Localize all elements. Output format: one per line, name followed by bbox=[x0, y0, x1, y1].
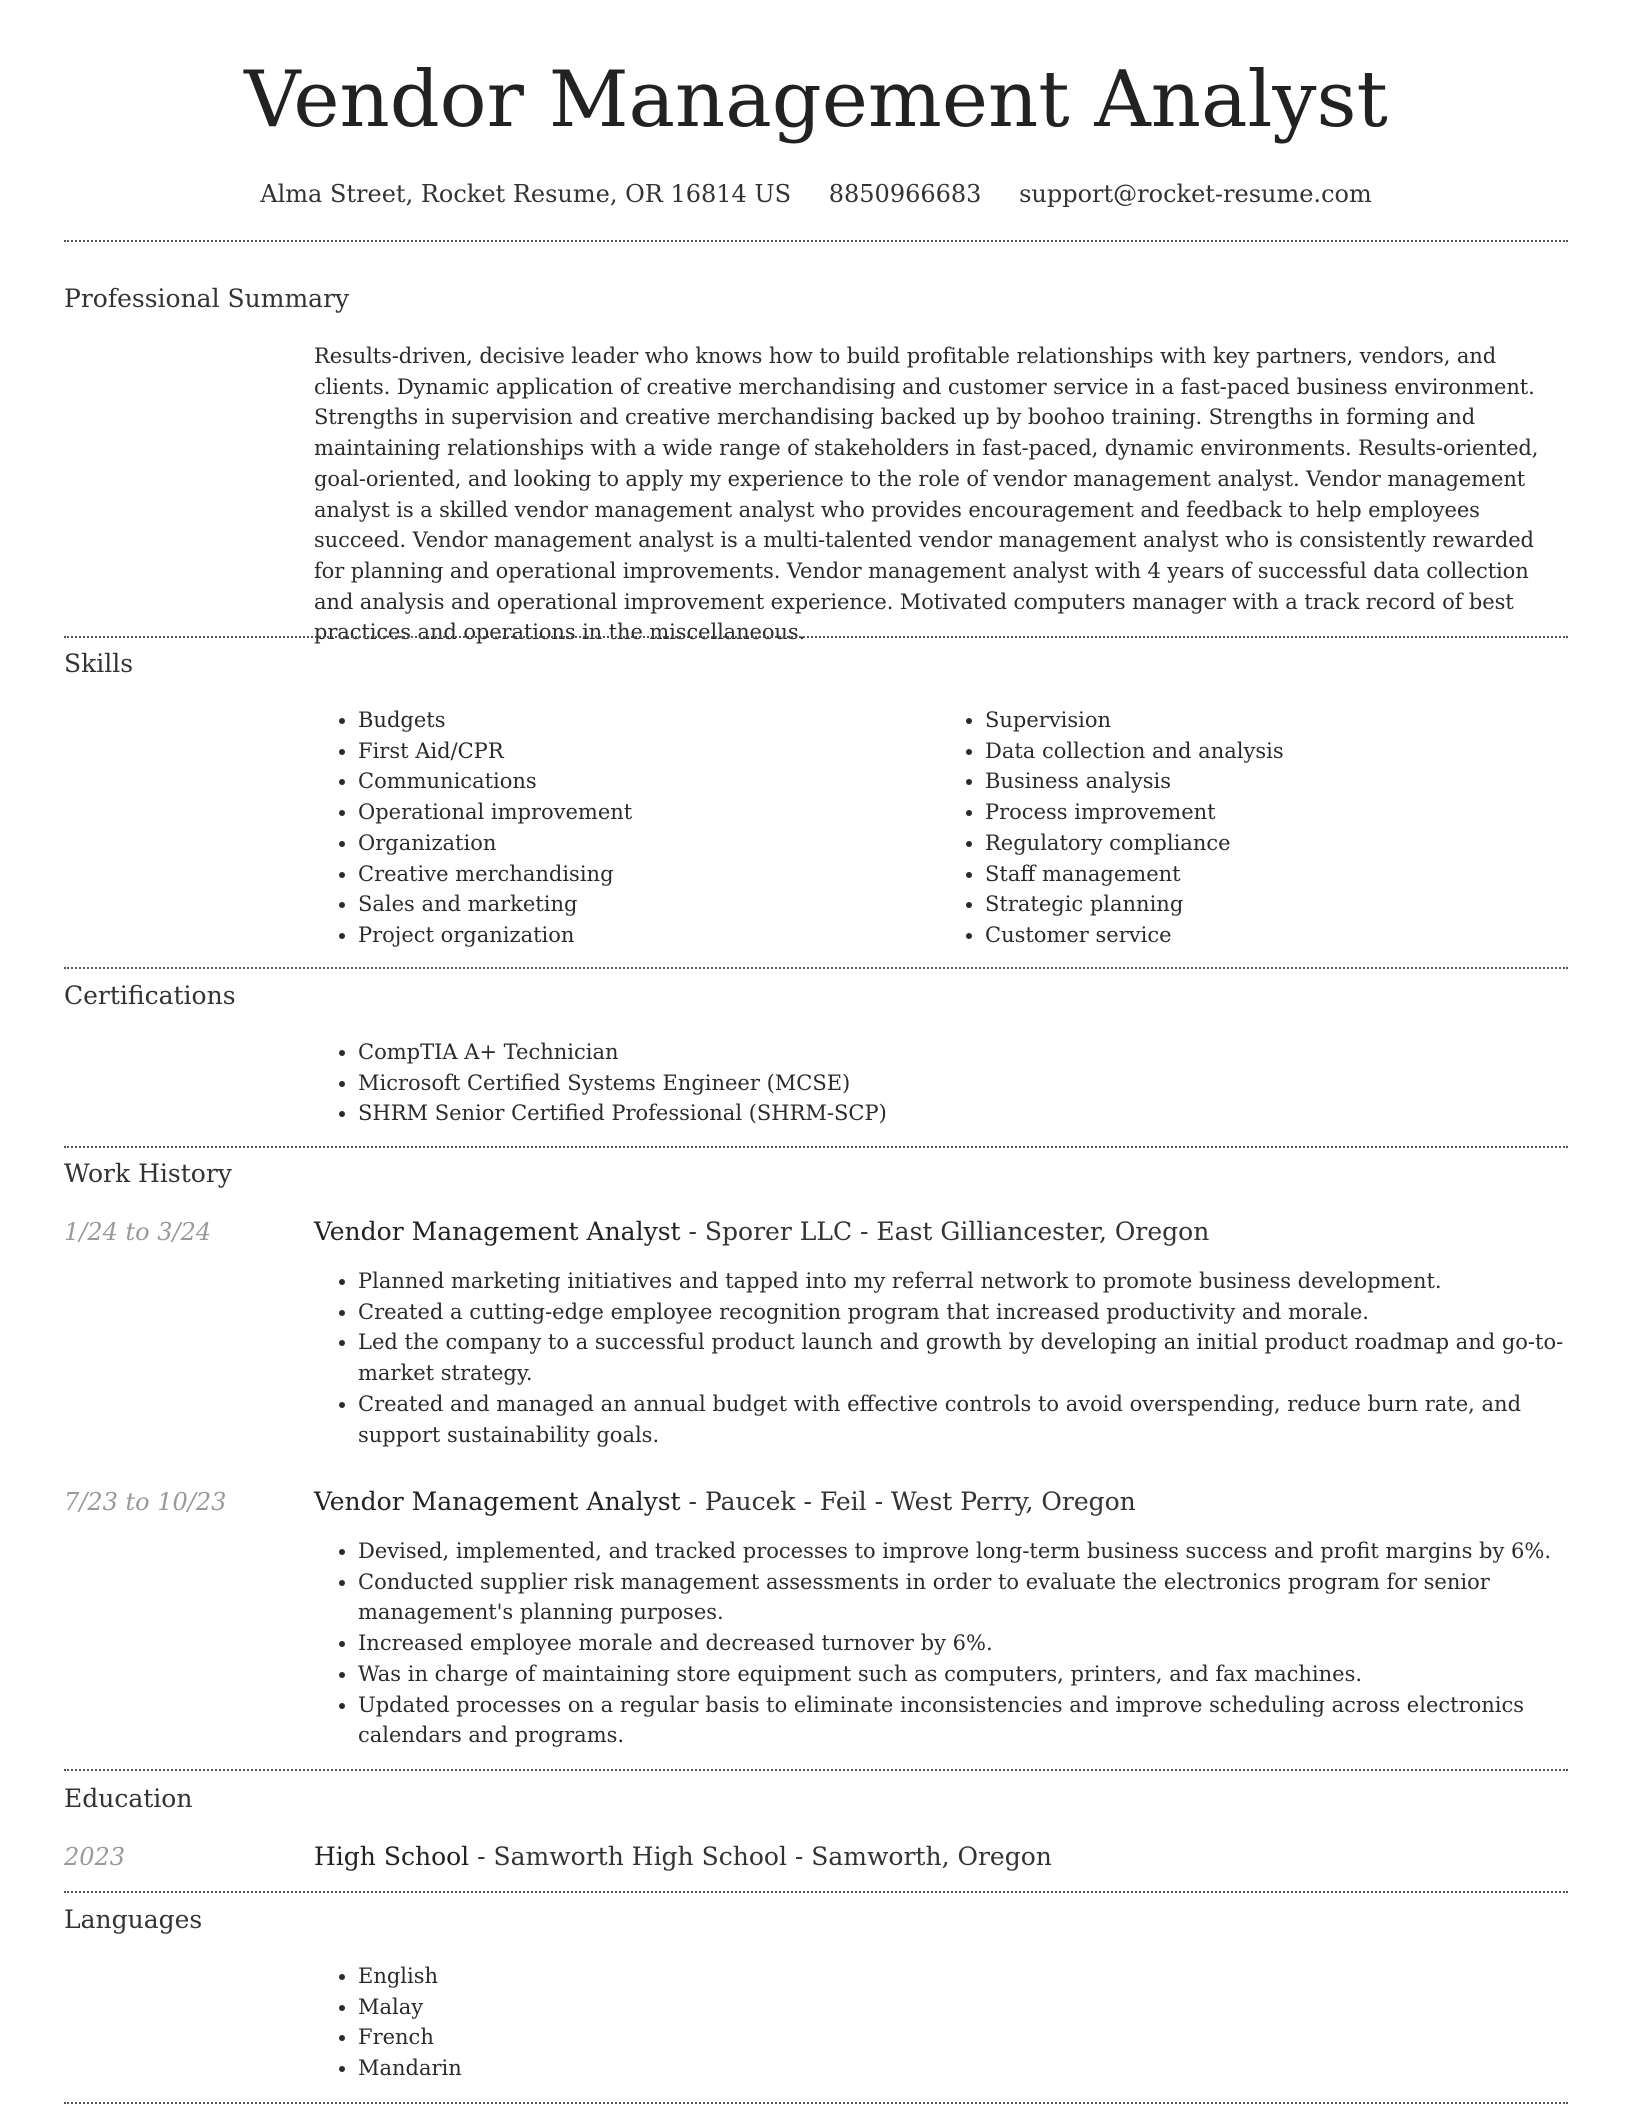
job-title bbox=[314, 1486, 1136, 1518]
job-dates: 1/24 to 3/24 bbox=[64, 1218, 212, 1246]
summary-section bbox=[314, 341, 1568, 648]
skill-item: • Strategic planning bbox=[985, 889, 1568, 920]
language-item: • Mandarin bbox=[358, 2053, 1568, 2084]
section-divider bbox=[64, 2102, 1568, 2104]
skills-list-right bbox=[941, 705, 1568, 951]
skills-list-left bbox=[314, 705, 941, 951]
certification-item: • Microsoft Certified Systems Engineer (MCSE) bbox=[358, 1068, 1568, 1099]
candidate-name: Vendor Management Analyst bbox=[244, 55, 1388, 145]
section-divider bbox=[64, 1146, 1568, 1148]
job-bullet: • Conducted supplier risk management assessments in order to evaluate the electronics program for senior management's planning purposes. bbox=[358, 1567, 1568, 1628]
job-bullet: • Created a cutting-edge employee recognition program that increased productivity and morale. bbox=[358, 1297, 1568, 1328]
job-bullets bbox=[314, 1266, 1568, 1450]
skill-item: • Operational improvement bbox=[358, 797, 941, 828]
certifications-section bbox=[314, 1037, 1568, 1129]
languages-heading: Languages bbox=[64, 1905, 203, 1934]
certifications-heading: Certifications bbox=[64, 981, 236, 1010]
skill-item: • Customer service bbox=[985, 920, 1568, 951]
job-bullet: • Planned marketing initiatives and tapped into my referral network to promote business development. bbox=[358, 1266, 1568, 1297]
section-divider bbox=[64, 1769, 1568, 1771]
skill-item: • Data collection and analysis bbox=[985, 736, 1568, 767]
resume-header bbox=[0, 0, 1632, 210]
summary-text: Results-driven, decisive leader who knows how to build profitable relationships with key partners, vendors, and clients. Dynamic application of creative merchandising and customer service in a fast-paced business environment. Strengths in supervision and creative merchandising backed up by boohoo training. Strengths in forming and maintaining relationships with a wide range of stakeholders in fast-paced, dynamic environments. Results-oriented, goal-oriented, and looking to apply my experience to the role of vendor management analyst. Vendor management analyst is a skilled vendor management analyst who provides encouragement and feedback to help employees succeed. Vendor management analyst is a multi-talented vendor management analyst who is consistently rewarded for planning and operational improvements. Vendor management analyst with 4 years of successful data collection and analysis and operational improvement experience. Motivated computers manager with a track record of best practices and operations in the miscellaneous. bbox=[314, 344, 1539, 645]
job-bullet: • Updated processes on a regular basis to eliminate inconsistencies and improve scheduling across electronics calendars and programs. bbox=[358, 1690, 1568, 1751]
job-employer: - Paucek - Feil - West Perry, Oregon bbox=[680, 1487, 1136, 1516]
skill-item: • Supervision bbox=[985, 705, 1568, 736]
job-bullet: • Led the company to a successful product launch and growth by developing an initial product roadmap and go-to-market strategy. bbox=[358, 1327, 1568, 1388]
contact-line bbox=[0, 178, 1632, 210]
education-date: 2023 bbox=[64, 1843, 126, 1871]
certifications-list bbox=[314, 1037, 1568, 1129]
skill-item: • Sales and marketing bbox=[358, 889, 941, 920]
education-school: - Samworth High School - Samworth, Oregon bbox=[469, 1842, 1052, 1871]
language-item: • Malay bbox=[358, 1992, 1568, 2023]
address-text: Alma Street, Rocket Resume, OR 16814 US bbox=[260, 180, 792, 208]
certification-item: • SHRM Senior Certified Professional (SHRM-SCP) bbox=[358, 1098, 1568, 1129]
language-item: • French bbox=[358, 2022, 1568, 2053]
job-bullet: • Devised, implemented, and tracked processes to improve long-term business success and profit margins by 6%. bbox=[358, 1536, 1568, 1567]
skill-item: • Regulatory compliance bbox=[985, 828, 1568, 859]
skill-item: • Staff management bbox=[985, 859, 1568, 890]
section-divider bbox=[64, 240, 1568, 242]
job-bullet-list bbox=[314, 1266, 1568, 1450]
job-bullet: • Increased employee morale and decreased turnover by 6%. bbox=[358, 1628, 1568, 1659]
summary-heading: Professional Summary bbox=[64, 284, 350, 313]
job-bullet: • Created and managed an annual budget with effective controls to avoid overspending, reduce burn rate, and support sustainability goals. bbox=[358, 1389, 1568, 1450]
skill-item: • Creative merchandising bbox=[358, 859, 941, 890]
education-degree: High School bbox=[314, 1842, 470, 1871]
section-divider bbox=[64, 1891, 1568, 1893]
work-history-heading: Work History bbox=[64, 1159, 232, 1188]
job-role: Vendor Management Analyst bbox=[314, 1487, 681, 1516]
skill-item: • Organization bbox=[358, 828, 941, 859]
job-bullet-list bbox=[314, 1536, 1568, 1751]
section-divider bbox=[64, 636, 1568, 638]
job-role: Vendor Management Analyst bbox=[314, 1217, 681, 1246]
education-heading: Education bbox=[64, 1784, 193, 1813]
languages-list bbox=[314, 1961, 1568, 2084]
language-item: • English bbox=[358, 1961, 1568, 1992]
job-title bbox=[314, 1216, 1209, 1248]
skill-item: • Budgets bbox=[358, 705, 941, 736]
skill-item: • First Aid/CPR bbox=[358, 736, 941, 767]
job-employer: - Sporer LLC - East Gilliancester, Oregon bbox=[680, 1217, 1210, 1246]
languages-section bbox=[314, 1961, 1568, 2084]
skill-item: • Project organization bbox=[358, 920, 941, 951]
job-dates: 7/23 to 10/23 bbox=[64, 1488, 227, 1516]
education-entry bbox=[314, 1841, 1052, 1873]
email-link[interactable]: support@rocket-resume.com bbox=[1019, 180, 1372, 208]
certification-item: • CompTIA A+ Technician bbox=[358, 1037, 1568, 1068]
job-bullets bbox=[314, 1536, 1568, 1751]
skills-heading: Skills bbox=[64, 649, 134, 678]
phone-text: 8850966683 bbox=[828, 180, 982, 208]
skills-section bbox=[314, 705, 1568, 951]
skill-item: • Process improvement bbox=[985, 797, 1568, 828]
skill-item: • Communications bbox=[358, 766, 941, 797]
section-divider bbox=[64, 967, 1568, 969]
skill-item: • Business analysis bbox=[985, 766, 1568, 797]
job-bullet: • Was in charge of maintaining store equipment such as computers, printers, and fax machines. bbox=[358, 1659, 1568, 1690]
